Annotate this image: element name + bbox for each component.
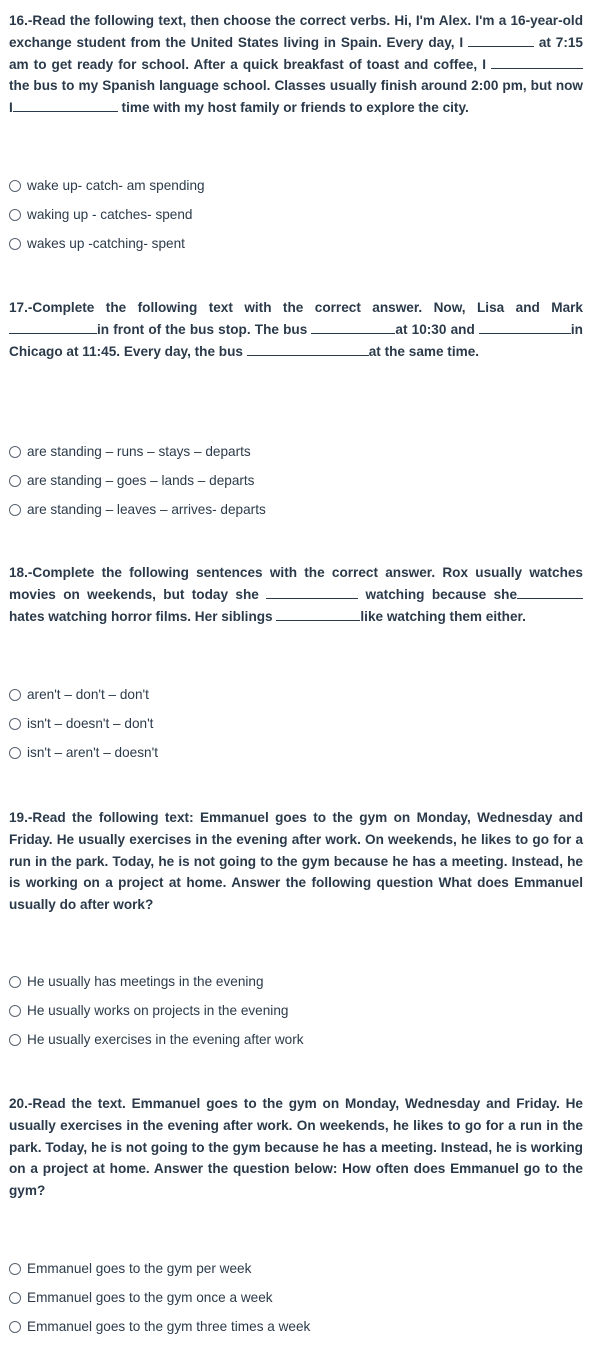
blank [276, 607, 360, 621]
question-20-options [9, 1254, 569, 1341]
option-19-a[interactable]: He usually has meetings in the evening [9, 967, 569, 996]
question-17-text: 17.-Complete the following text with the correct answer. Now, Lisa and Mark in front of the bus stop. The bus at 10:30 and in Chicago at 11:45. Every day, the bus at the same time. [9, 300, 583, 359]
option-19-c[interactable]: He usually exercises in the evening after work [9, 1025, 569, 1054]
radio-button-icon[interactable] [9, 209, 21, 221]
radio-button-icon[interactable] [9, 1005, 21, 1017]
question-16 [9, 10, 583, 119]
question-19 [9, 807, 583, 916]
question-16-text: 16.-Read the following text, then choose the correct verbs. Hi, I'm Alex. I'm a 16-year-old exchange student from the United States living in Spain. Every day, I at 7:15 am to get ready for school. After a quick breakfast of toast and coffee, I the bus to my Spanish language school. Classes usually finish around 2:00 pm, but now I time with my host family or friends to explore the city. [9, 13, 583, 116]
option-17-b[interactable]: are standing – goes – lands – departs [9, 466, 569, 495]
blank [9, 320, 97, 334]
radio-button-icon[interactable] [9, 1321, 21, 1333]
radio-button-icon[interactable] [9, 180, 21, 192]
option-19-b[interactable]: He usually works on projects in the evening [9, 996, 569, 1025]
blank [266, 585, 358, 599]
radio-button-icon[interactable] [9, 475, 21, 487]
radio-button-icon[interactable] [9, 446, 21, 458]
option-16-b[interactable]: waking up - catches- spend [9, 200, 569, 229]
blank [479, 320, 571, 334]
option-18-b[interactable]: isn't – doesn't – don't [9, 709, 569, 738]
question-17-options [9, 437, 569, 524]
radio-button-icon[interactable] [9, 1034, 21, 1046]
question-19-text: 19.-Read the following text: Emmanuel goes to the gym on Monday, Wednesday and Friday. He usually exercises in the evening after work. On weekends, he likes to go for a run in the park. Today, he is not going to the gym because he has a meeting. Instead, he is working on a project at home. Answer the following question What does Emmanuel usually do after work? [9, 810, 583, 913]
option-20-c[interactable]: Emmanuel goes to the gym three times a week [9, 1312, 569, 1341]
option-18-c[interactable]: isn't – aren't – doesn't [9, 738, 569, 767]
option-18-a[interactable]: aren't – don't – don't [9, 680, 569, 709]
radio-button-icon[interactable] [9, 976, 21, 988]
option-17-a[interactable]: are standing – runs – stays – departs [9, 437, 569, 466]
option-20-b[interactable]: Emmanuel goes to the gym once a week [9, 1283, 569, 1312]
question-18-options [9, 680, 569, 767]
question-20 [9, 1093, 583, 1202]
question-18 [9, 562, 583, 627]
blank [491, 55, 583, 69]
blank [247, 342, 369, 356]
question-17 [9, 297, 583, 362]
blank [517, 585, 583, 599]
radio-button-icon[interactable] [9, 1292, 21, 1304]
option-16-c[interactable]: wakes up -catching- spent [9, 229, 569, 258]
blank [468, 33, 534, 47]
question-16-options [9, 171, 569, 258]
radio-button-icon[interactable] [9, 689, 21, 701]
blank [13, 98, 118, 112]
radio-button-icon[interactable] [9, 504, 21, 516]
question-19-options [9, 967, 569, 1054]
radio-button-icon[interactable] [9, 718, 21, 730]
option-20-a[interactable]: Emmanuel goes to the gym per week [9, 1254, 569, 1283]
question-18-text: 18.-Complete the following sentences with the correct answer. Rox usually watches movies on weekends, but today she watching because she hates watching horror films. Her siblings like watching them either. [9, 565, 583, 624]
radio-button-icon[interactable] [9, 238, 21, 250]
option-17-c[interactable]: are standing – leaves – arrives- departs [9, 495, 569, 524]
option-16-a[interactable]: wake up- catch- am spending [9, 171, 569, 200]
blank [311, 320, 395, 334]
question-20-text: 20.-Read the text. Emmanuel goes to the gym on Monday, Wednesday and Friday. He usually exercises in the evening after work. On weekends, he likes to go for a run in the park. Today, he is not going to the gym because he has a meeting. Instead, he is working on a project at home. Answer the question below: How often does Emmanuel go to the gym? [9, 1096, 583, 1199]
radio-button-icon[interactable] [9, 747, 21, 759]
radio-button-icon[interactable] [9, 1263, 21, 1275]
